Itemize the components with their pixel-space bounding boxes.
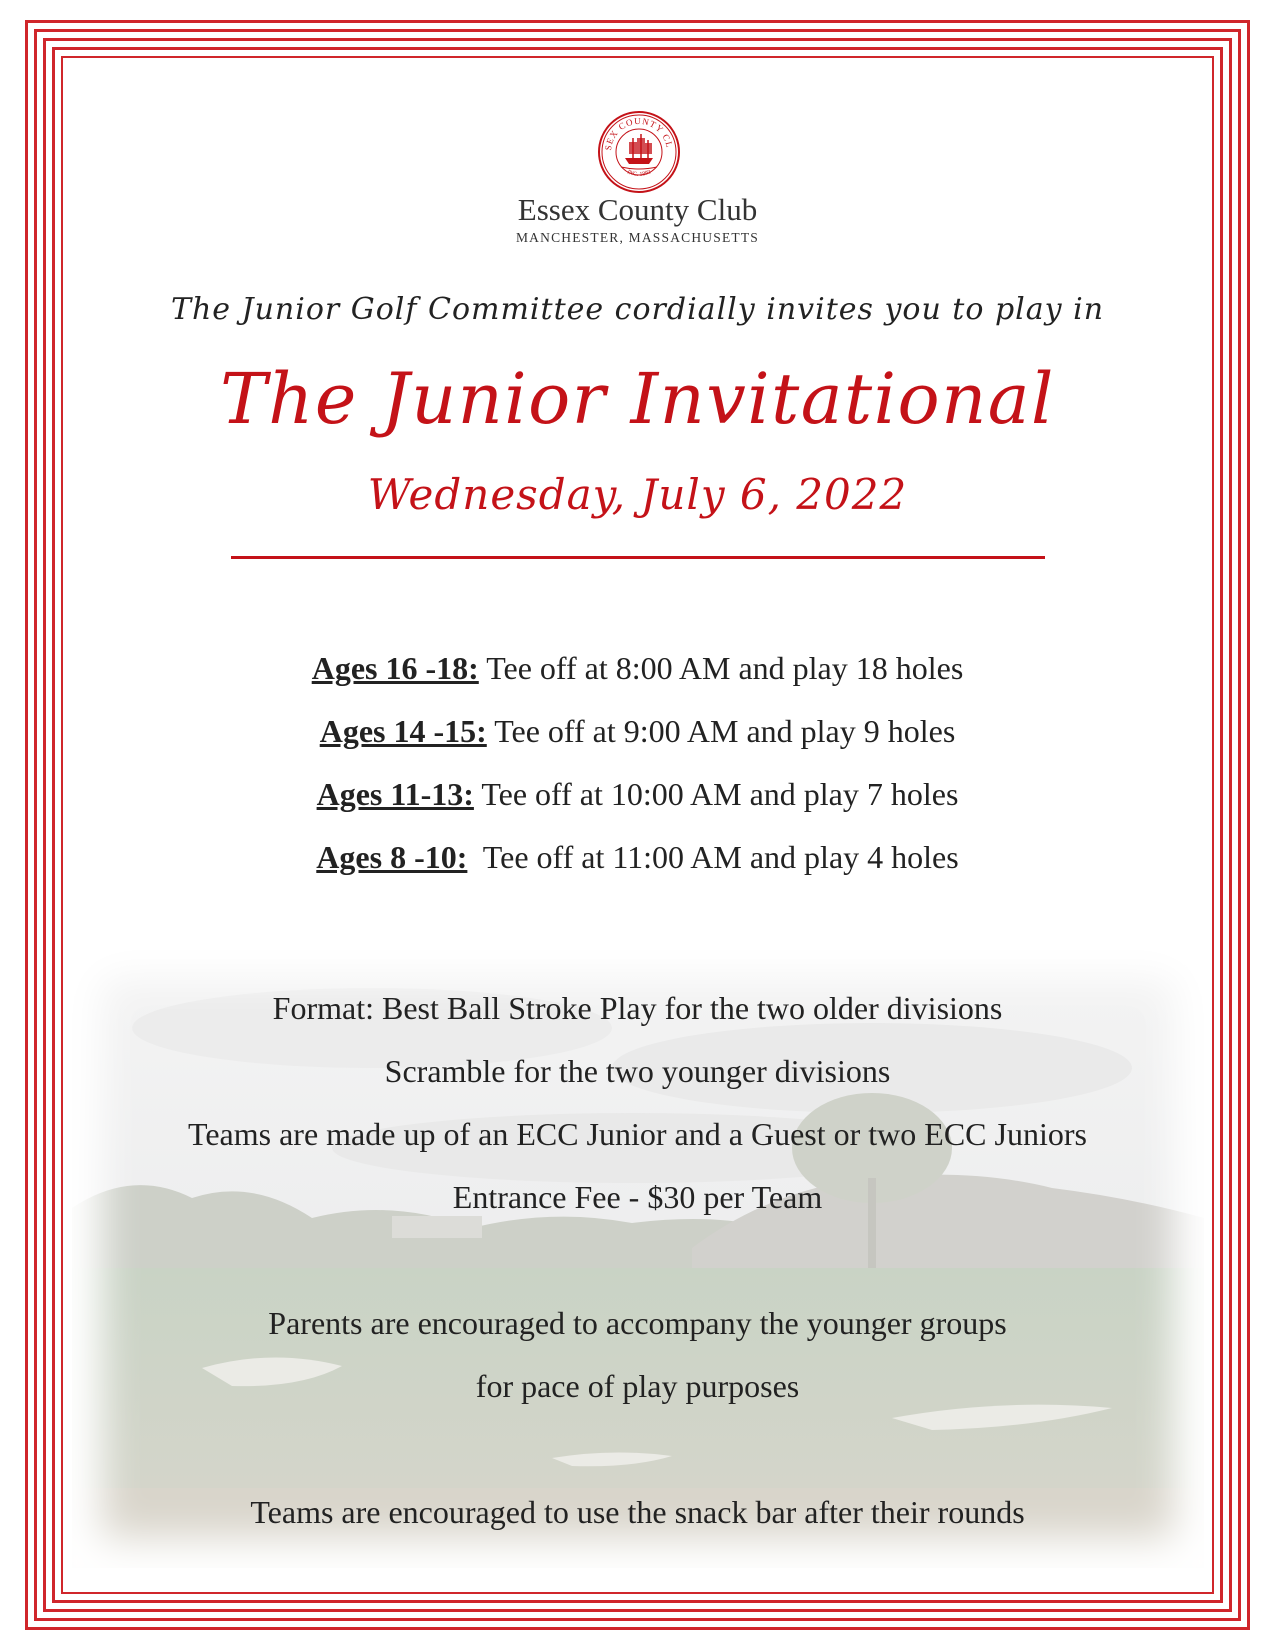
- division-age-label: Ages 8 -10:: [316, 839, 468, 875]
- division-row: [0, 776, 1275, 839]
- division-age-label: Ages 14 -15:: [319, 713, 487, 749]
- division-detail: Tee off at 11:00 AM and play 4 holes: [467, 839, 959, 875]
- division-age-label: Ages 11-13:: [316, 776, 474, 812]
- divisions-list: [0, 650, 1275, 902]
- division-age-label: Ages 16 -18:: [311, 650, 479, 686]
- snack-bar-text: Teams are encouraged to use the snack bar after their rounds: [250, 1494, 1025, 1530]
- title-divider: [231, 556, 1045, 559]
- club-seal-logo: [597, 110, 681, 194]
- event-details: [0, 990, 1275, 1557]
- format-text: Format: Best Ball Stroke Play for the two older divisions: [272, 990, 1003, 1026]
- event-date: Wednesday, July 6, 2022: [367, 470, 908, 519]
- svg-text:INC. 1893: [626, 169, 652, 178]
- club-name: Essex County Club: [517, 192, 758, 227]
- division-row: [0, 713, 1275, 776]
- invitation-intro: The Junior Golf Committee cordially invites you to play in: [170, 292, 1105, 327]
- parents-text-line-1: Parents are encouraged to accompany the younger groups: [268, 1305, 1007, 1341]
- entrance-fee-text: Entrance Fee - $30 per Team: [452, 1179, 823, 1215]
- club-location: MANCHESTER, MASSACHUSETTS: [515, 230, 760, 245]
- parents-text-line-2: for pace of play purposes: [475, 1368, 800, 1404]
- teams-text: Teams are made up of an ECC Junior and a Guest or two ECC Juniors: [188, 1116, 1087, 1152]
- division-detail: Tee off at 10:00 AM and play 7 holes: [473, 776, 959, 812]
- division-row: [0, 839, 1275, 902]
- division-detail: Tee off at 8:00 AM and play 18 holes: [478, 650, 964, 686]
- event-title: The Junior Invitational: [220, 358, 1055, 440]
- seal-text: SEX COUNTY CL: [602, 115, 675, 152]
- spacer: [0, 1431, 1275, 1494]
- scramble-text: Scramble for the two younger divisions: [384, 1053, 891, 1089]
- division-detail: Tee off at 9:00 AM and play 9 holes: [486, 713, 956, 749]
- seal-inc-text: INC. 1893: [625, 169, 653, 179]
- spacer: [0, 1242, 1275, 1305]
- division-row: [0, 650, 1275, 713]
